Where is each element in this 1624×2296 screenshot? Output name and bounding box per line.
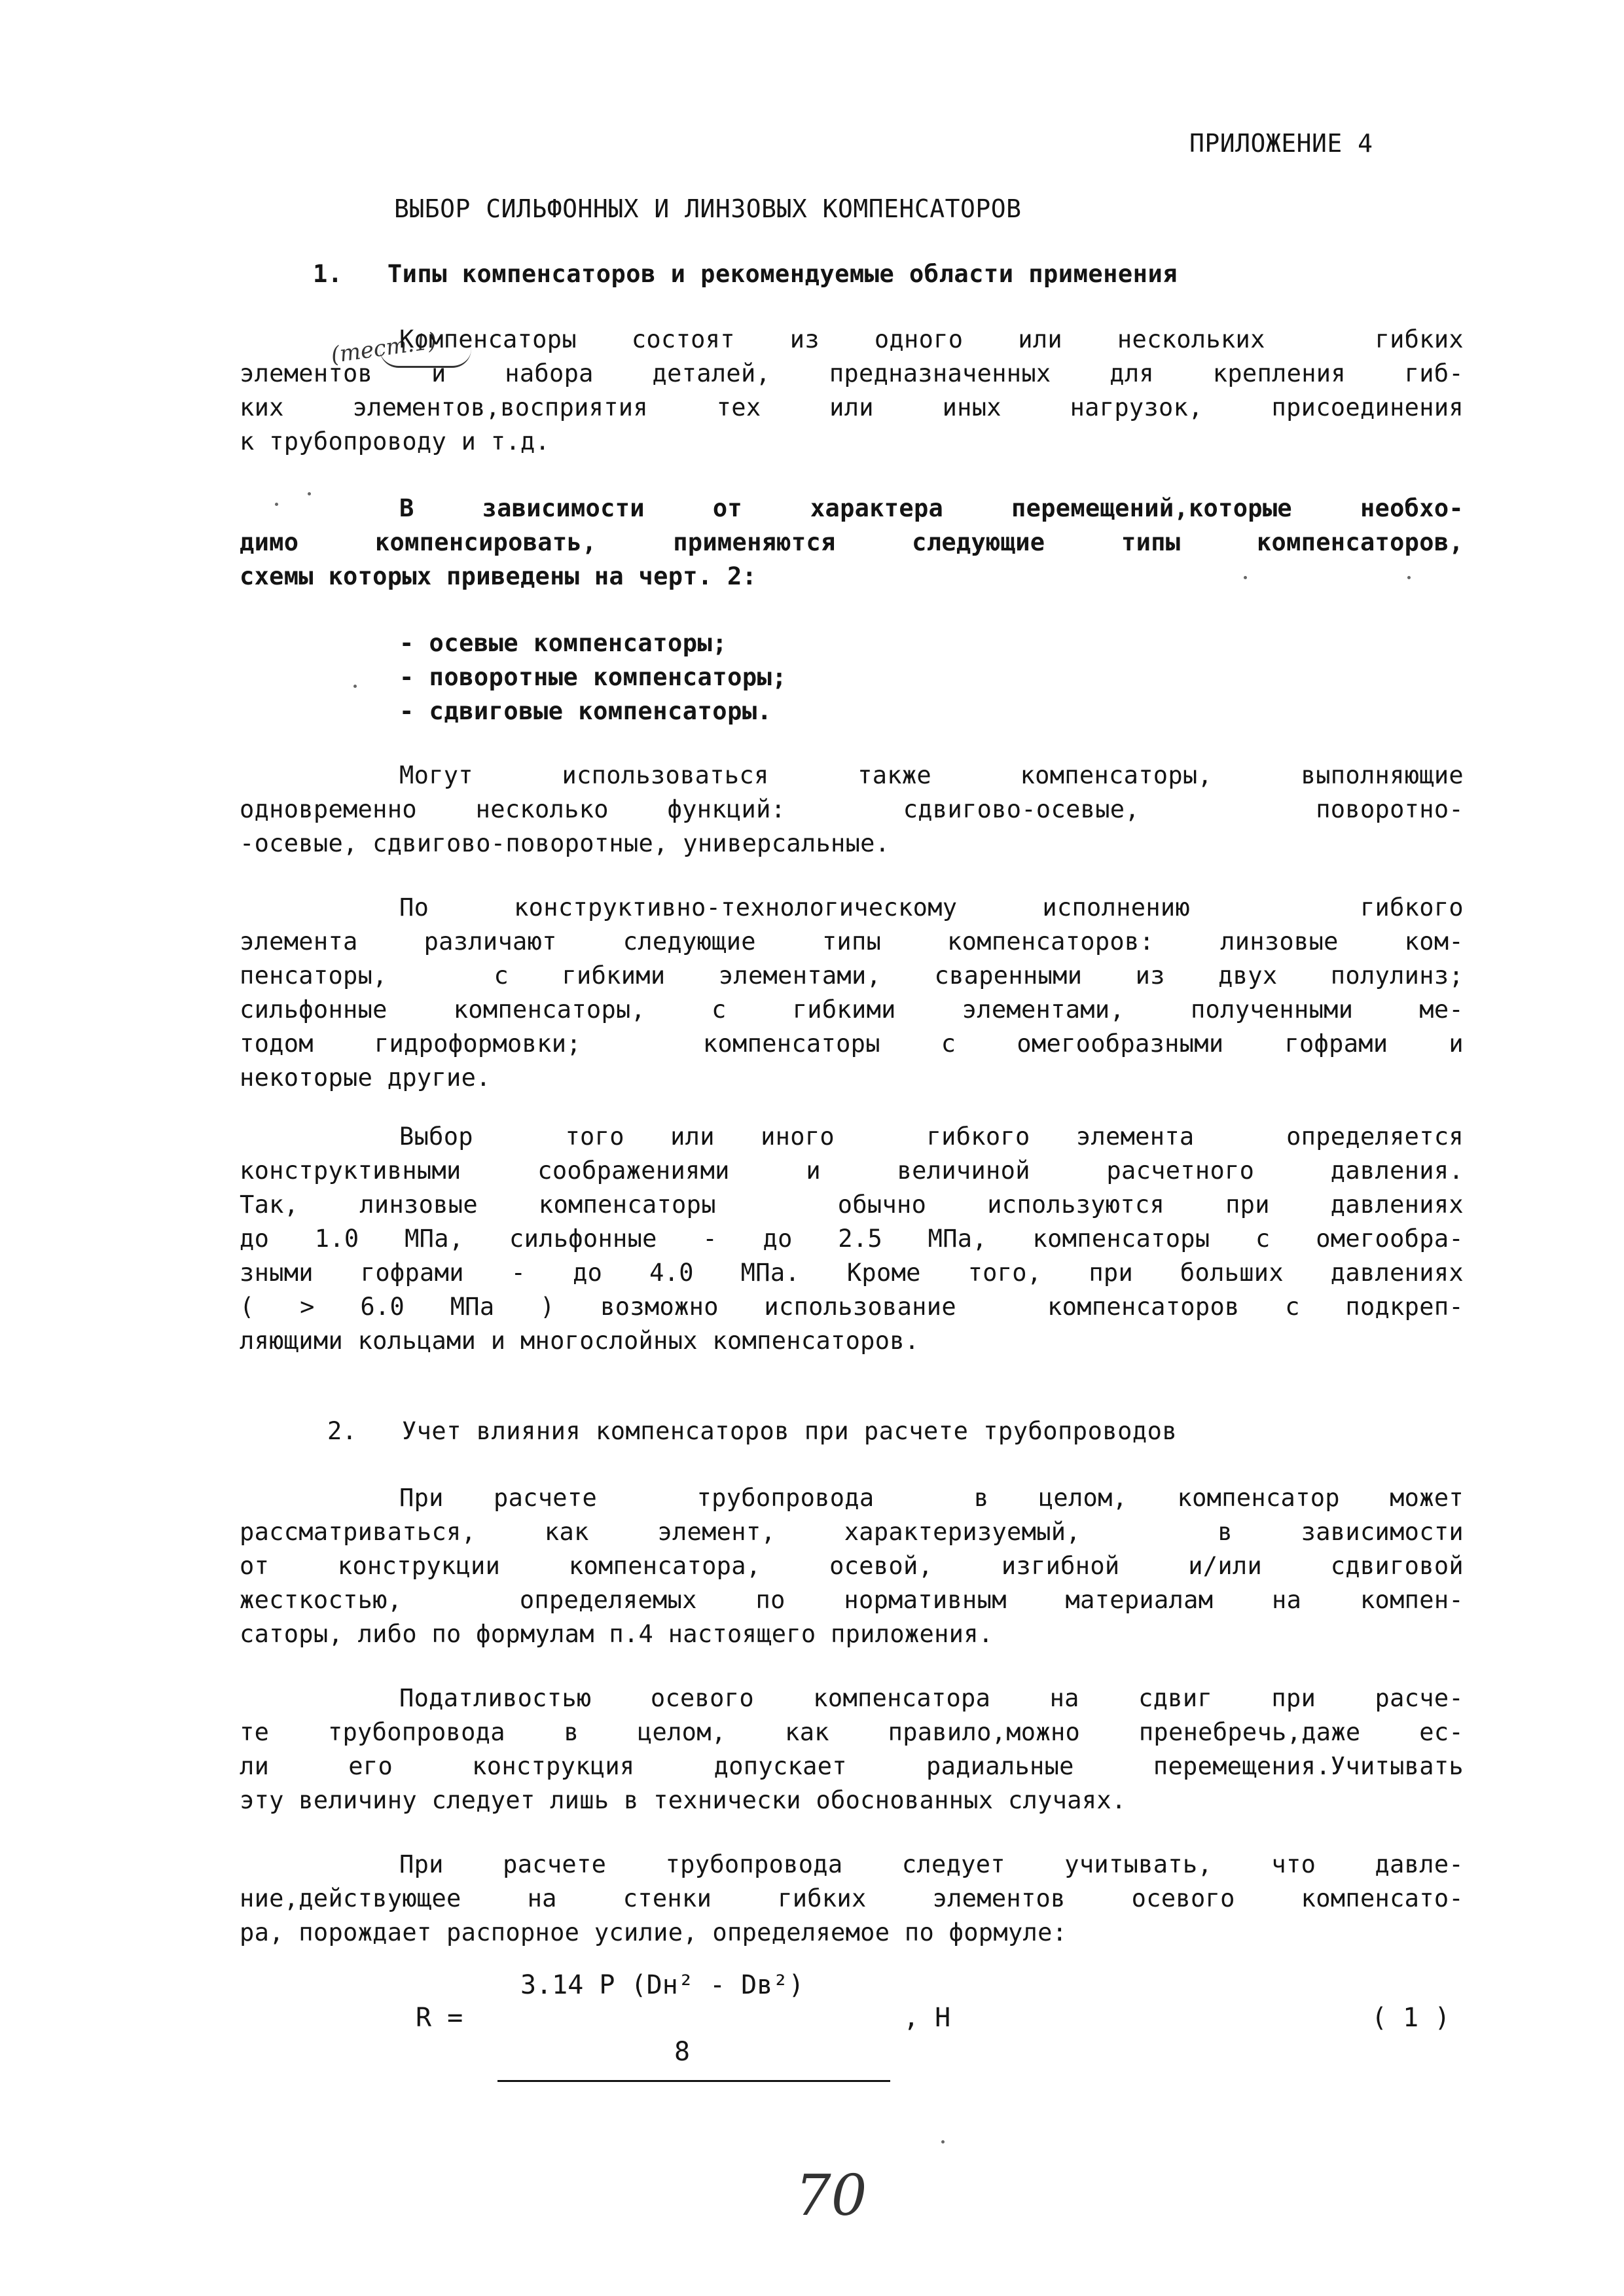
handwritten-page-number: 70	[795, 2163, 867, 2229]
handwritten-note: (тест.1)	[329, 327, 439, 369]
formula-number: ( 1 )	[1371, 2003, 1451, 2033]
paragraph-line: до 1.0 МПа, сильфонные - до 2.5 МПа, компенсаторы с омегообра-	[240, 1225, 1464, 1253]
section-1-heading: 1. Типы компенсаторов и рекомендуемые области применения	[313, 260, 1178, 288]
paragraph-line: Выбор того или иного гибкого элемента определяется	[399, 1122, 1464, 1151]
paragraph-line: -осевые, сдвигово-поворотные, универсальные.	[240, 829, 890, 857]
formula-denominator: 8	[674, 2037, 691, 2067]
section-2-heading: 2. Учет влияния компенсаторов при расчете трубопроводов	[327, 1417, 1178, 1445]
scan-speck	[941, 2140, 945, 2144]
paragraph-line: зными гофрами - до 4.0 МПа. Кроме того, при больших давлениях	[240, 1259, 1464, 1287]
paragraph-line: эту величину следует лишь в технически обоснованных случаях.	[240, 1786, 1127, 1814]
scan-speck	[353, 685, 357, 688]
paragraph-line: одновременно несколько функций: сдвигово-осевые, поворотно-	[240, 795, 1464, 823]
paragraph-line: тодом гидроформовки; компенсаторы с омегообразными гофрами и	[240, 1030, 1464, 1058]
paragraph-line: Податливостью осевого компенсатора на сдвиг при расче-	[399, 1684, 1464, 1712]
paragraph-line: сильфонные компенсаторы, с гибкими элементами, полученными ме-	[240, 996, 1464, 1024]
document-title: ВЫБОР СИЛЬФОННЫХ И ЛИНЗОВЫХ КОМПЕНСАТОРОВ	[394, 194, 1022, 223]
paragraph-line: Так, линзовые компенсаторы обычно используются при давлениях	[240, 1191, 1464, 1219]
list-item: - поворотные компенсаторы;	[399, 663, 787, 691]
paragraph-line: от конструкции компенсатора, осевой, изгибной и/или сдвиговой	[240, 1552, 1464, 1580]
paragraph-line: Могут использоваться также компенсаторы, выполняющие	[399, 761, 1464, 789]
scan-speck	[1407, 576, 1411, 579]
paragraph-line: димо компенсировать, применяются следующие типы компенсаторов,	[240, 528, 1464, 556]
paragraph-line: саторы, либо по формулам п.4 настоящего приложения.	[240, 1620, 994, 1648]
paragraph-line: При расчете трубопровода следует учитывать, что давле-	[399, 1850, 1464, 1878]
list-item: - осевые компенсаторы;	[399, 629, 728, 657]
scan-speck	[1244, 576, 1247, 579]
appendix-label: ПРИЛОЖЕНИЕ 4	[1189, 129, 1373, 158]
paragraph-line: ли его конструкция допускает радиальные перемещения.Учитывать	[240, 1752, 1464, 1780]
paragraph-line: ра, порождает распорное усилие, определяемое по формуле:	[240, 1918, 1068, 1946]
paragraph-line: Компенсаторы состоят из одного или нескольких гибких	[399, 325, 1464, 353]
paragraph-line: рассматриваться, как элемент, характеризуемый, в зависимости	[240, 1518, 1464, 1546]
paragraph-line: ляющими кольцами и многослойных компенсаторов.	[240, 1327, 920, 1355]
paragraph-line: В зависимости от характера перемещений,которые необхо-	[399, 494, 1464, 522]
formula-unit: , Н	[903, 2003, 951, 2033]
formula-numerator: 3.14 P (Dн² - Dв²)	[520, 1970, 804, 2000]
paragraph-line: к трубопроводу и т.д.	[240, 427, 550, 456]
fraction-bar	[497, 2080, 890, 2082]
paragraph-line: При расчете трубопровода в целом, компенсатор может	[399, 1484, 1464, 1512]
paragraph-line: элементов и набора деталей, предназначенных для крепления гиб-	[240, 359, 1464, 387]
paragraph-line: ких элементов,восприятия тех или иных нагрузок, присоединения	[240, 393, 1464, 422]
formula-lhs: R =	[416, 2003, 463, 2033]
paragraph-line: жесткостью, определяемых по нормативным материалам на компен-	[240, 1586, 1464, 1614]
scan-speck	[275, 503, 278, 506]
paragraph-line: некоторые другие.	[240, 1064, 491, 1092]
paragraph-line: ние,действующее на стенки гибких элементов осевого компенсато-	[240, 1884, 1464, 1912]
paragraph-line: пенсаторы, с гибкими элементами, сваренными из двух полулинз;	[240, 961, 1464, 990]
paragraph-line: схемы которых приведены на черт. 2:	[240, 562, 757, 590]
paragraph-line: конструктивными соображениями и величиной расчетного давления.	[240, 1157, 1464, 1185]
paragraph-line: те трубопровода в целом, как правило,можно пренебречь,даже ес-	[240, 1718, 1464, 1746]
list-item: - сдвиговые компенсаторы.	[399, 697, 772, 725]
scan-speck	[308, 492, 311, 495]
paragraph-line: элемента различают следующие типы компенсаторов: линзовые ком-	[240, 927, 1464, 956]
paragraph-line: По конструктивно-технологическому исполнению гибкого	[399, 893, 1464, 922]
paragraph-line: ( > 6.0 МПа ) возможно использование компенсаторов с подкреп-	[240, 1293, 1464, 1321]
